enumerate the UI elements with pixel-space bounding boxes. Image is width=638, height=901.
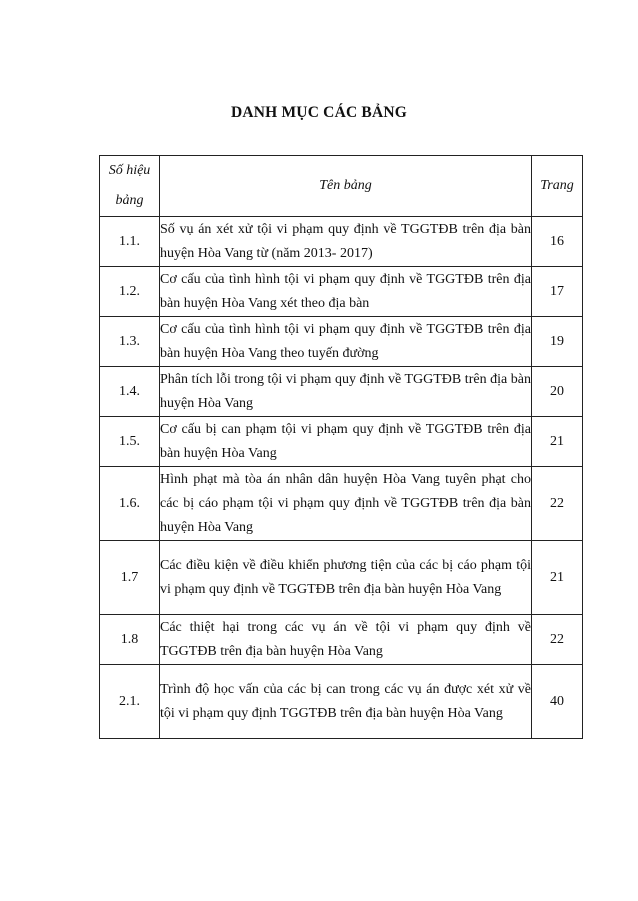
table-row bbox=[100, 665, 583, 739]
row-number: 1.5. bbox=[100, 417, 160, 467]
table-row bbox=[100, 267, 583, 317]
page-title: DANH MỤC CÁC BẢNG bbox=[230, 104, 408, 121]
row-name: Phân tích lỗi trong tội vi phạm quy định về TGGTĐB trên địa bàn huyện Hòa Vang bbox=[160, 367, 532, 417]
table-row bbox=[100, 367, 583, 417]
row-page: 21 bbox=[532, 541, 583, 615]
row-name: Trình độ học vấn của các bị can trong các vụ án được xét xử về tội vi phạm quy định TGGTĐB trên địa bàn huyện Hòa Vang bbox=[160, 665, 532, 739]
row-name: Cơ cấu của tình hình tội vi phạm quy định về TGGTĐB trên địa bàn huyện Hòa Vang xét theo địa bàn bbox=[160, 267, 532, 317]
row-name: Số vụ án xét xử tội vi phạm quy định về TGGTĐB trên địa bàn huyện Hòa Vang từ (năm 2013- 2017) bbox=[160, 217, 532, 267]
row-page: 17 bbox=[532, 267, 583, 317]
row-name: Cơ cấu của tình hình tội vi phạm quy định về TGGTĐB trên địa bàn huyện Hòa Vang theo tuyến đường bbox=[160, 317, 532, 367]
row-page: 40 bbox=[532, 665, 583, 739]
row-page: 20 bbox=[532, 367, 583, 417]
row-number: 1.4. bbox=[100, 367, 160, 417]
row-number: 1.1. bbox=[100, 217, 160, 267]
table-row bbox=[100, 417, 583, 467]
row-page: 22 bbox=[532, 467, 583, 541]
row-page: 19 bbox=[532, 317, 583, 367]
table-row bbox=[100, 317, 583, 367]
row-number: 1.3. bbox=[100, 317, 160, 367]
table-header-row bbox=[100, 156, 583, 217]
table-row bbox=[100, 541, 583, 615]
row-page: 21 bbox=[532, 417, 583, 467]
table-row bbox=[100, 615, 583, 665]
table-list bbox=[99, 155, 583, 739]
row-number: 2.1. bbox=[100, 665, 160, 739]
row-number: 1.6. bbox=[100, 467, 160, 541]
row-page: 16 bbox=[532, 217, 583, 267]
row-name: Các điều kiện về điều khiển phương tiện của các bị cáo phạm tội vi phạm quy định về TGGTĐB trên địa bàn huyện Hòa Vang bbox=[160, 541, 532, 615]
row-name: Cơ cấu bị can phạm tội vi phạm quy định về TGGTĐB trên địa bàn huyện Hòa Vang bbox=[160, 417, 532, 467]
header-page: Trang bbox=[532, 156, 583, 217]
header-number: Số hiệu bảng bbox=[100, 156, 160, 217]
row-name: Các thiệt hại trong các vụ án về tội vi phạm quy định về TGGTĐB trên địa bàn huyện Hòa Vang bbox=[160, 615, 532, 665]
row-number: 1.8 bbox=[100, 615, 160, 665]
header-name: Tên bảng bbox=[160, 156, 532, 217]
row-number: 1.2. bbox=[100, 267, 160, 317]
table-row bbox=[100, 467, 583, 541]
table-row bbox=[100, 217, 583, 267]
row-page: 22 bbox=[532, 615, 583, 665]
row-name: Hình phạt mà tòa án nhân dân huyện Hòa Vang tuyên phạt cho các bị cáo phạm tội vi phạm quy định về TGGTĐB trên địa bàn huyện Hòa Vang bbox=[160, 467, 532, 541]
row-number: 1.7 bbox=[100, 541, 160, 615]
